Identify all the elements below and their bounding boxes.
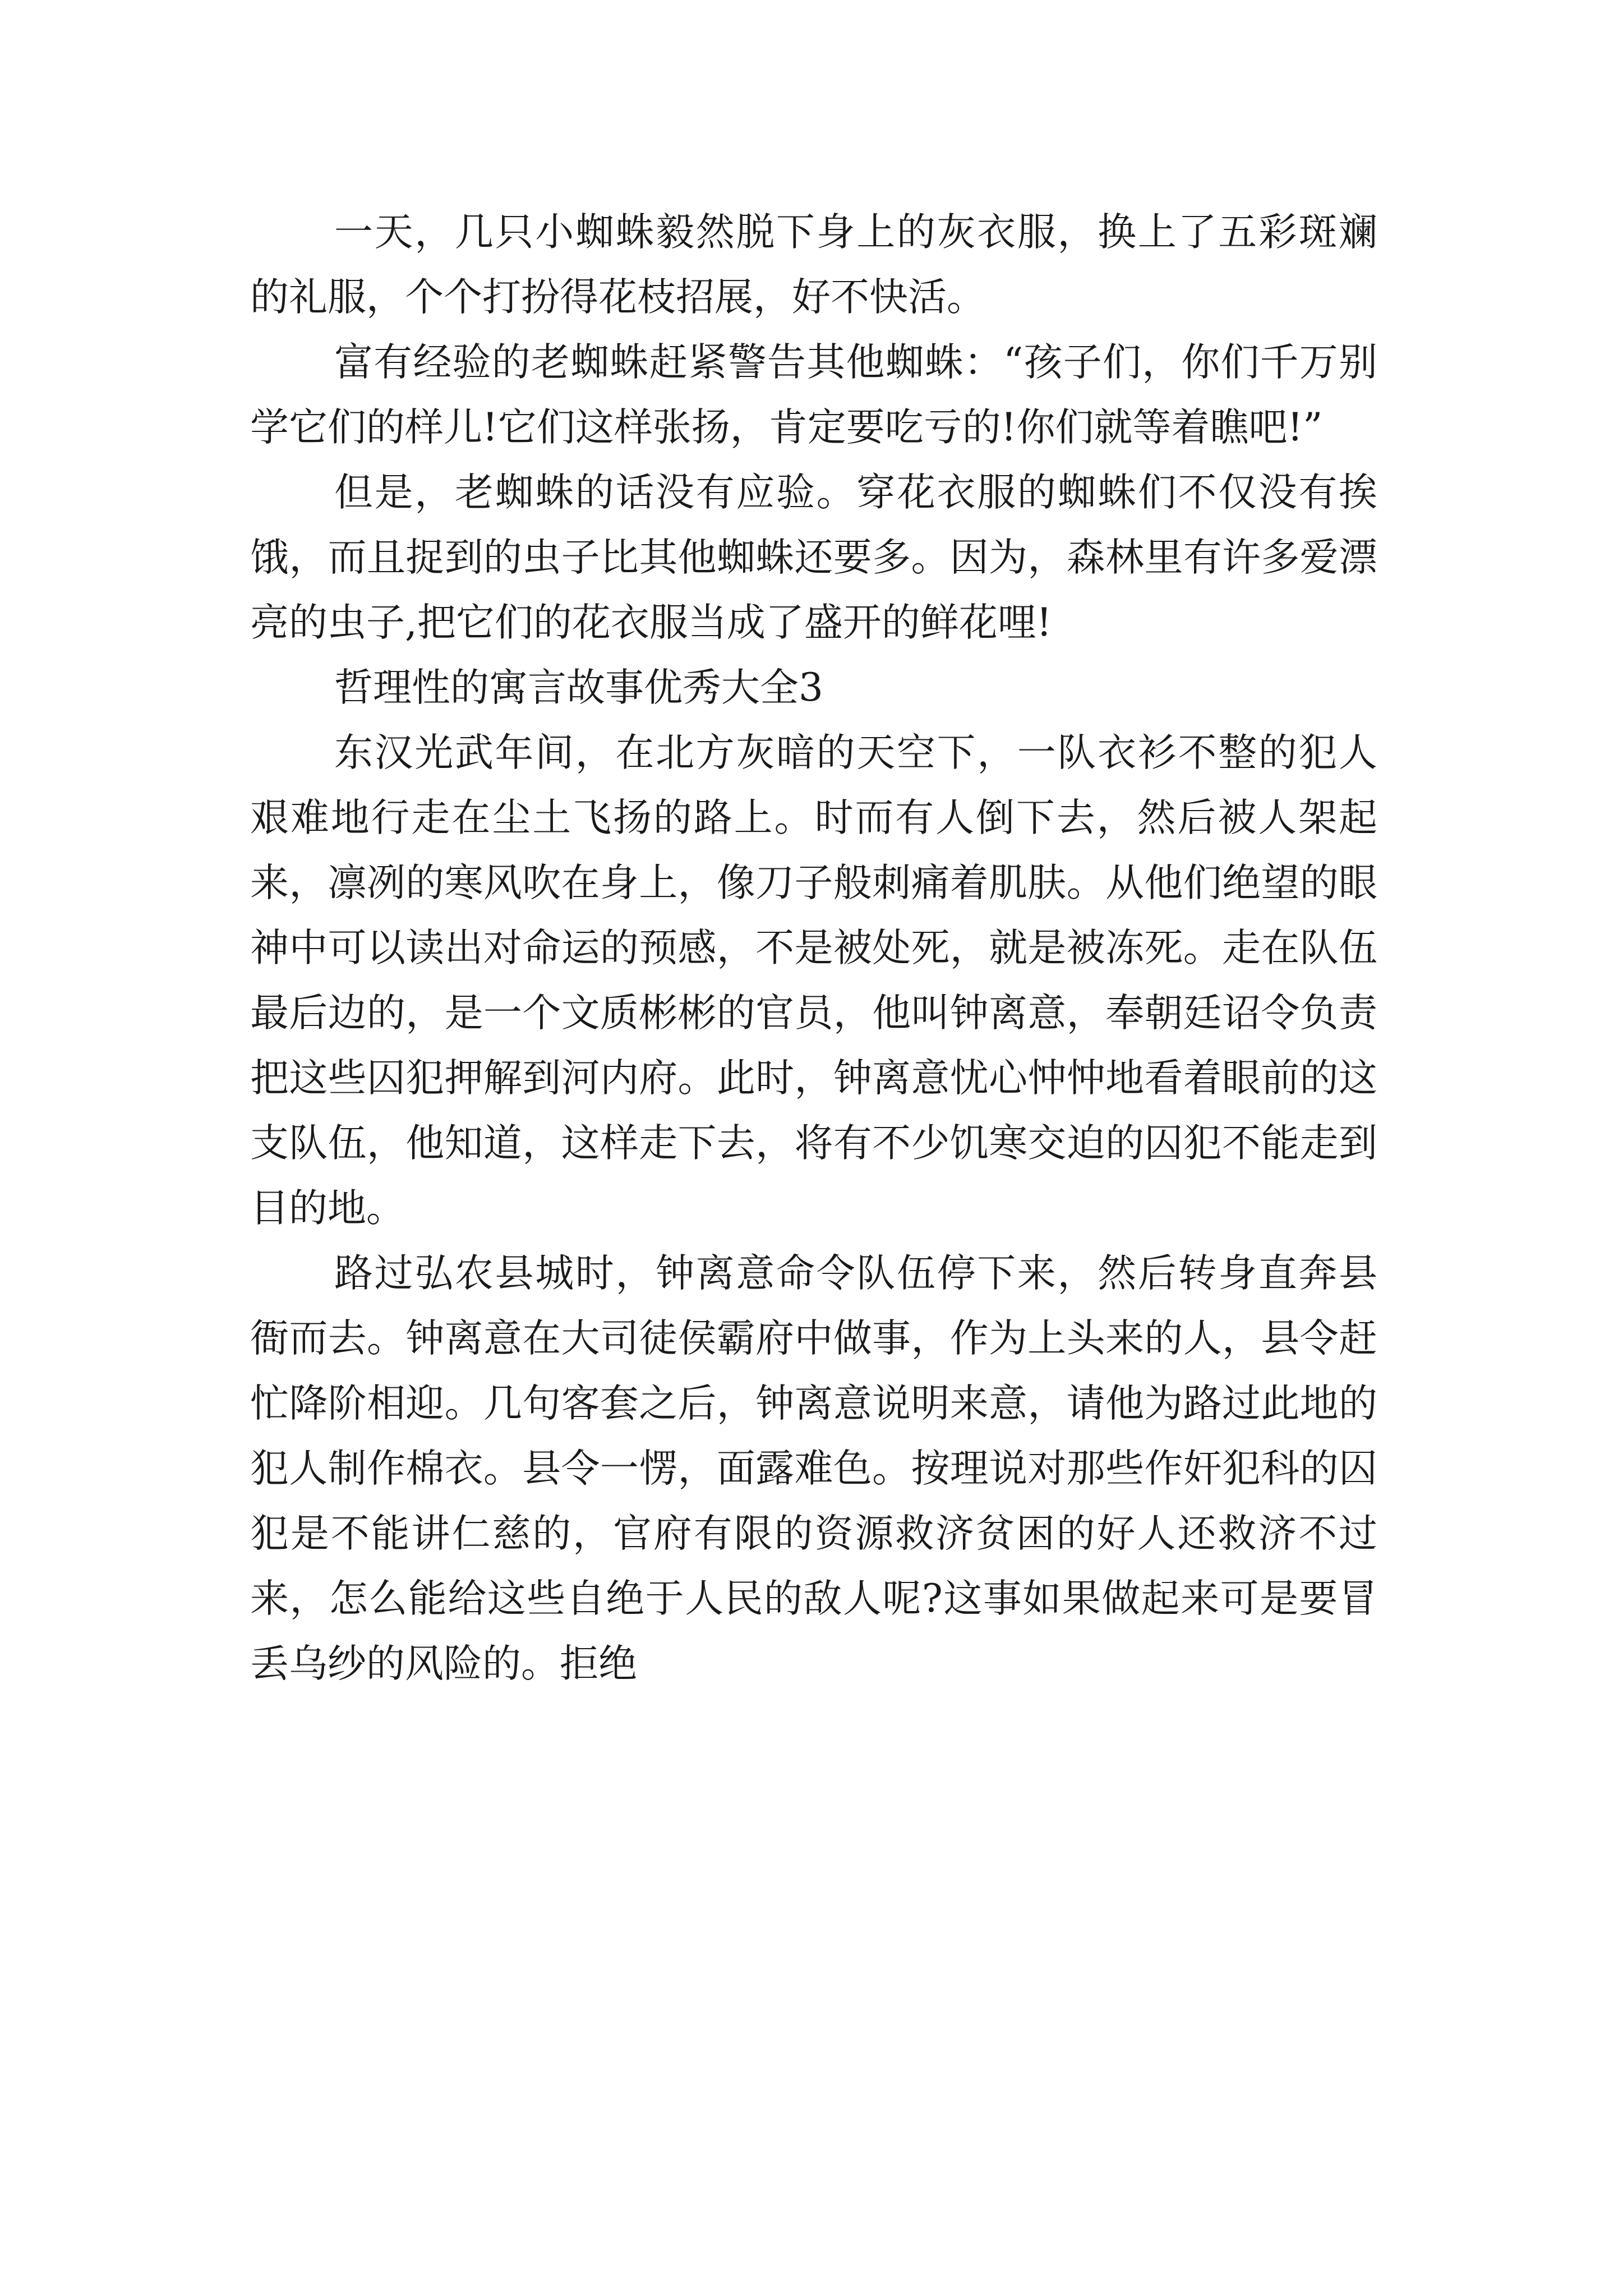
paragraph-old-spider-warning: 富有经验的老蜘蛛赶紧警告其他蜘蛛：“孩子们，你们千万别学它们的样儿!它们这样张扬，肯定要吃亏的!你们就等着瞧吧!” xyxy=(250,340,1377,450)
paragraph-zhongliyi-request: 路过弘农县城时，钟离意命令队伍停下来，然后转身直奔县衙而去。钟离意在大司徒侯霸府中做事，作为上头来的人，县令赶忙降阶相迎。几句客套之后，钟离意说明来意，请他为路过此地的犯人制作棉衣。县令一愣，面露难色。按理说对那些作奸犯科的囚犯是不能讲仁慈的，官府有限的资源救济贫困的好人还救济不过来，怎么能给这些自绝于人民的敌人呢?这事如果做起来可是要冒丢乌纱的风险的。拒绝 xyxy=(250,1251,1377,1686)
paragraph-spiders-new-clothes: 一天，几只小蜘蛛毅然脱下身上的灰衣服，换上了五彩斑斓的礼服，个个打扮得花枝招展，好不快活。 xyxy=(250,210,1377,320)
paragraph-spiders-outcome: 但是，老蜘蛛的话没有应验。穿花衣服的蜘蛛们不仅没有挨饿，而且捉到的虫子比其他蜘蛛还要多。因为，森林里有许多爱漂亮的虫子,把它们的花衣服当成了盛开的鲜花哩! xyxy=(250,470,1377,645)
section-heading: 哲理性的寓言故事优秀大全3 xyxy=(334,665,823,710)
document-body xyxy=(250,200,1377,1696)
paragraph-prisoners-march: 东汉光武年间，在北方灰暗的天空下，一队衣衫不整的犯人艰难地行走在尘土飞扬的路上。时而有人倒下去，然后被人架起来，凛冽的寒风吹在身上，像刀子般刺痛着肌肤。从他们绝望的眼神中可以读出对命运的预感，不是被处死，就是被冻死。走在队伍最后边的，是一个文质彬彬的官员，他叫钟离意，奉朝廷诏令负责把这些囚犯押解到河内府。此时，钟离意忧心忡忡地看着眼前的这支队伍，他知道，这样走下去，将有不少饥寒交迫的囚犯不能走到目的地。 xyxy=(250,730,1377,1231)
